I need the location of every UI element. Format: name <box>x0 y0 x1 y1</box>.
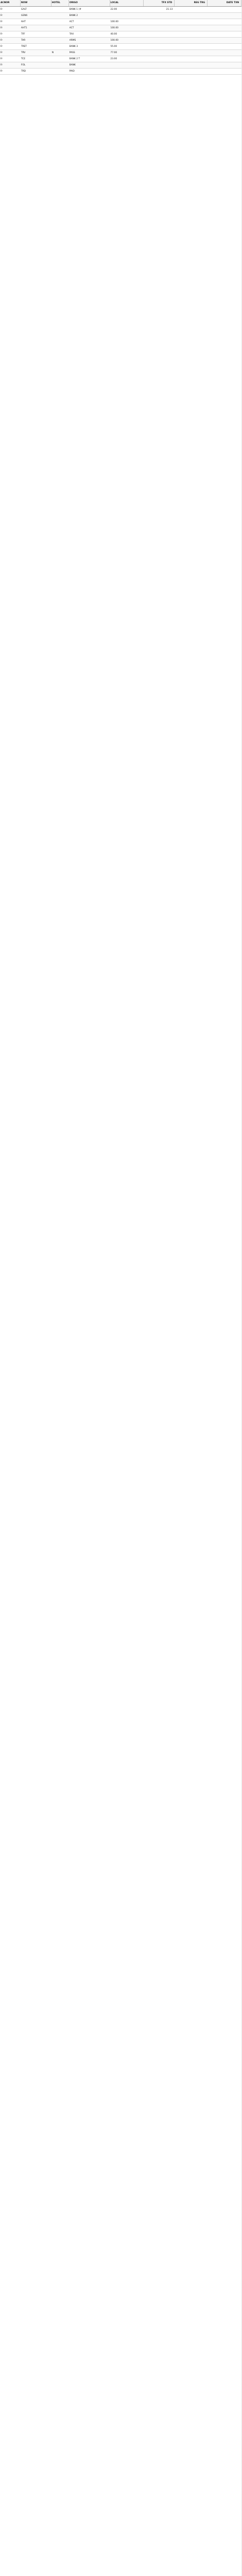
table-cell[interactable] <box>208 25 241 31</box>
table-cell[interactable] <box>110 69 144 74</box>
table-cell[interactable] <box>144 62 175 68</box>
table-cell[interactable]: BANK <box>69 64 76 66</box>
table-cell[interactable]: Fr <box>1 27 3 29</box>
table-row[interactable] <box>0 7 241 13</box>
table-cell[interactable]: Fr <box>1 14 3 17</box>
table-body <box>0 7 241 75</box>
table-cell[interactable]: GALT <box>21 8 27 11</box>
header-cell[interactable]: ACNOR <box>0 0 21 6</box>
table-cell[interactable] <box>208 69 241 74</box>
table-cell[interactable] <box>51 19 69 25</box>
table-cell[interactable]: Fr <box>1 8 3 11</box>
table-cell[interactable] <box>144 31 175 37</box>
table-cell[interactable] <box>175 7 208 12</box>
table-cell[interactable] <box>51 13 69 19</box>
header-cell[interactable]: LOCAL <box>110 0 144 6</box>
table-cell[interactable] <box>175 69 208 74</box>
table-cell[interactable]: N <box>51 52 54 54</box>
table-cell[interactable]: ACT <box>69 21 74 23</box>
table-cell[interactable]: ACT <box>69 27 74 29</box>
table-cell[interactable]: Fr <box>1 45 3 48</box>
table-cell[interactable] <box>208 13 241 19</box>
table-cell[interactable]: TRD <box>21 70 26 73</box>
table-cell[interactable] <box>175 31 208 37</box>
table-cell[interactable]: AHT1 <box>21 27 27 29</box>
table-cell[interactable] <box>144 19 175 25</box>
table-cell[interactable]: BANK 1 (# <box>69 8 81 11</box>
table-cell[interactable] <box>208 44 241 49</box>
table-cell[interactable]: 100.00 <box>110 27 118 29</box>
table-cell[interactable] <box>208 31 241 37</box>
header-row <box>0 0 241 7</box>
table-cell[interactable] <box>175 38 208 43</box>
table-cell[interactable]: 40.00 <box>110 33 117 36</box>
table-cell[interactable]: 21.13 <box>166 8 173 11</box>
table-cell[interactable] <box>175 44 208 49</box>
table-cell[interactable] <box>144 25 175 31</box>
table-cell[interactable] <box>110 13 144 19</box>
table-cell[interactable]: 55.00 <box>110 45 117 48</box>
header-cell[interactable]: TFX STD <box>144 0 175 6</box>
table-cell[interactable] <box>208 50 241 56</box>
table-cell[interactable]: 22.00 <box>110 8 117 11</box>
table-cell[interactable]: Fr <box>1 58 3 60</box>
table-cell[interactable] <box>51 62 69 68</box>
table-cell[interactable]: Fr <box>1 39 3 42</box>
header-cell[interactable]: ORIGO <box>69 0 110 6</box>
table-cell[interactable]: TRV <box>21 52 26 54</box>
table-cell[interactable] <box>51 44 69 49</box>
table-cell[interactable] <box>110 62 144 68</box>
table-cell[interactable]: BANK 2 T <box>69 58 80 60</box>
table-cell[interactable]: 100.00 <box>110 21 118 23</box>
table-cell[interactable] <box>175 13 208 19</box>
table-cell[interactable]: 23.00 <box>110 58 117 60</box>
table-cell[interactable] <box>208 56 241 62</box>
table-cell[interactable]: 77.00 <box>110 52 117 54</box>
table-row[interactable] <box>0 25 241 31</box>
table-cell[interactable] <box>144 38 175 43</box>
table-cell[interactable] <box>144 44 175 49</box>
table-cell[interactable]: AHT <box>21 21 26 23</box>
table-cell[interactable]: ARMS <box>69 39 76 42</box>
header-cell[interactable]: HOTEL <box>51 0 69 6</box>
table-cell[interactable]: FOL <box>21 64 26 66</box>
table-cell[interactable]: PASS <box>69 52 75 54</box>
table-cell[interactable] <box>208 19 241 25</box>
table-row[interactable] <box>0 69 241 75</box>
table-cell[interactable]: TAX <box>69 33 74 36</box>
table-cell[interactable] <box>51 31 69 37</box>
table-cell[interactable]: GEN6 <box>21 14 28 17</box>
table-cell[interactable]: Fr <box>1 33 3 36</box>
table-cell[interactable]: TRET <box>21 45 27 48</box>
table-cell[interactable]: Fr <box>1 21 3 23</box>
table-cell[interactable] <box>51 69 69 74</box>
table-cell[interactable] <box>51 25 69 31</box>
table-cell[interactable]: TAR <box>21 39 26 42</box>
table-cell[interactable] <box>144 13 175 19</box>
table-row[interactable] <box>0 19 241 25</box>
table-cell[interactable]: Fr <box>1 70 3 73</box>
table-cell[interactable] <box>175 50 208 56</box>
table-row[interactable] <box>0 56 241 62</box>
header-cell[interactable]: NOW <box>21 0 51 6</box>
table-cell[interactable]: 100.00 <box>110 39 118 42</box>
table-cell[interactable] <box>51 7 69 12</box>
table-cell[interactable] <box>175 25 208 31</box>
header-cell[interactable]: DATE TXN <box>208 0 241 6</box>
table-cell[interactable]: TCE <box>21 58 26 60</box>
table-row[interactable] <box>0 62 241 69</box>
table-cell[interactable] <box>144 69 175 74</box>
table-cell[interactable]: PAID <box>69 70 75 73</box>
table-cell[interactable]: Fr <box>1 64 3 66</box>
table-cell[interactable] <box>208 62 241 68</box>
table-cell[interactable]: BANK 2 <box>69 14 78 17</box>
table-cell[interactable]: Fr <box>1 52 3 54</box>
table-cell[interactable] <box>175 56 208 62</box>
table-row[interactable] <box>0 13 241 19</box>
table-cell[interactable]: BANK 3 <box>69 45 78 48</box>
table-cell[interactable] <box>175 19 208 25</box>
table-cell[interactable] <box>144 56 175 62</box>
table-cell[interactable] <box>51 56 69 62</box>
table-cell[interactable] <box>51 38 69 43</box>
table-row[interactable] <box>0 38 241 44</box>
header-cell[interactable]: REG TRG <box>175 0 208 6</box>
table-cell[interactable] <box>144 50 175 56</box>
table-row[interactable] <box>0 31 241 38</box>
table-cell[interactable] <box>175 62 208 68</box>
table-cell[interactable] <box>208 38 241 43</box>
table-row[interactable] <box>0 44 241 50</box>
table-cell[interactable]: TFF <box>21 33 25 36</box>
table-row[interactable] <box>0 50 241 56</box>
table-cell[interactable] <box>208 7 241 12</box>
